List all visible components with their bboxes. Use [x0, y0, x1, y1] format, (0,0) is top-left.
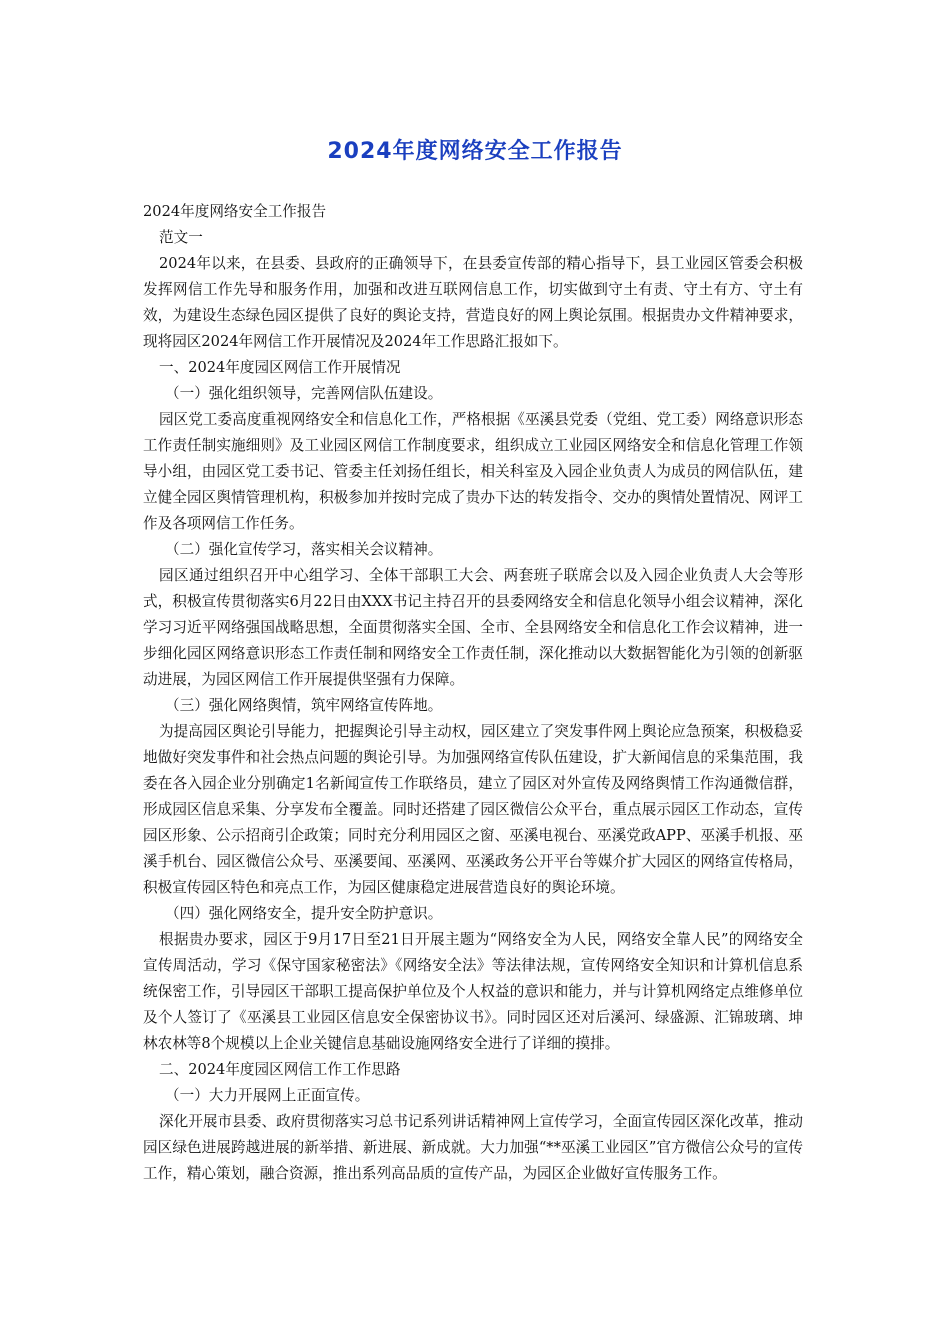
subsection-heading-1-3: （三）强化网络舆情，筑牢网络宣传阵地。 [165, 697, 443, 714]
paragraph-sample-label: 范文一 [159, 229, 203, 246]
document-title: 2024年度网络安全工作报告 [327, 139, 623, 164]
section-heading-1: 一、2024年度园区网信工作开展情况 [159, 359, 401, 376]
section-heading-2: 二、2024年度园区网信工作工作思路 [159, 1061, 401, 1078]
paragraph-1-1: 园区党工委高度重视网络安全和信息化工作，严格根据《巫溪县党委（党组、党工委）网络意识形态工作责任制实施细则》及工业园区网信工作制度要求，组织成立工业园区网络安全和信息化管理工作领导小组，由园区党工委书记、管委主任刘扬任组长，相关科室及入园企业负责人为成员的网信队伍，建立健全园区舆情管理机构，积极参加并按时完成了贵办下达的转发指令、交办的舆情处置情况、网评工作及各项网信工作任务。 [143, 411, 803, 532]
subsection-heading-1-1: （一）强化组织领导，完善网信队伍建设。 [165, 385, 443, 402]
paragraph-intro: 2024年以来，在县委、县政府的正确领导下，在县委宣传部的精心指导下，县工业园区管委会积极发挥网信工作先导和服务作用，加强和改进互联网信息工作，切实做到守土有责、守土有方、守土有效，为建设生态绿色园区提供了良好的舆论支持，营造良好的网上舆论氛围。根据贵办文件精神要求，现将园区2024年网信工作开展情况及2024年工作思路汇报如下。 [143, 255, 803, 350]
subsection-heading-2-1: （一）大力开展网上正面宣传。 [165, 1087, 370, 1104]
paragraph-subtitle: 2024年度网络安全工作报告 [143, 203, 327, 220]
subsection-heading-1-4: （四）强化网络安全，提升安全防护意识。 [165, 905, 443, 922]
document-body [143, 199, 803, 1187]
paragraph-2-1: 深化开展市县委、政府贯彻落实习总书记系列讲话精神网上宣传学习，全面宣传园区深化改革，推动园区绿色进展跨越进展的新举措、新进展、新成就。大力加强“**巫溪工业园区”官方微信公众号的宣传工作，精心策划，融合资源，推出系列高品质的宣传产品，为园区企业做好宣传服务工作。 [143, 1113, 803, 1182]
paragraph-1-3: 为提高园区舆论引导能力，把握舆论引导主动权，园区建立了突发事件网上舆论应急预案，积极稳妥地做好突发事件和社会热点问题的舆论引导。为加强网络宣传队伍建设，扩大新闻信息的采集范围，我委在各入园企业分别确定1名新闻宣传工作联络员，建立了园区对外宣传及网络舆情工作沟通微信群，形成园区信息采集、分享发布全覆盖。同时还搭建了园区微信公众平台，重点展示园区工作动态，宣传园区形象、公示招商引企政策；同时充分利用园区之窗、巫溪电视台、巫溪党政APP、巫溪手机报、巫溪手机台、园区微信公众号、巫溪要闻、巫溪网、巫溪政务公开平台等媒介扩大园区的网络宣传格局，积极宣传园区特色和亮点工作，为园区健康稳定进展营造良好的舆论环境。 [143, 723, 803, 896]
subsection-heading-1-2: （二）强化宣传学习，落实相关会议精神。 [165, 541, 443, 558]
paragraph-1-2: 园区通过组织召开中心组学习、全体干部职工大会、两套班子联席会以及入园企业负责人大会等形式，积极宣传贯彻落实6月22日由XXX书记主持召开的县委网络安全和信息化领导小组会议精神，深化学习习近平网络强国战略思想，全面贯彻落实全国、全市、全县网络安全和信息化工作会议精神，进一步细化园区网络意识形态工作责任制和网络安全工作责任制，深化推动以大数据智能化为引领的创新驱动进展，为园区网信工作开展提供坚强有力保障。 [143, 567, 803, 688]
paragraph-1-4: 根据贵办要求，园区于9月17日至21日开展主题为“网络安全为人民，网络安全靠人民”的网络安全宣传周活动，学习《保守国家秘密法》《网络安全法》等法律法规，宣传网络安全知识和计算机信息系统保密工作，引导园区干部职工提高保护单位及个人权益的意识和能力，并与计算机网络定点维修单位及个人签订了《巫溪县工业园区信息安全保密协议书》。同时园区还对后溪河、绿盛源、汇锦玻璃、坤林农林等8个规模以上企业关键信息基础设施网络安全进行了详细的摸排。 [143, 931, 803, 1052]
